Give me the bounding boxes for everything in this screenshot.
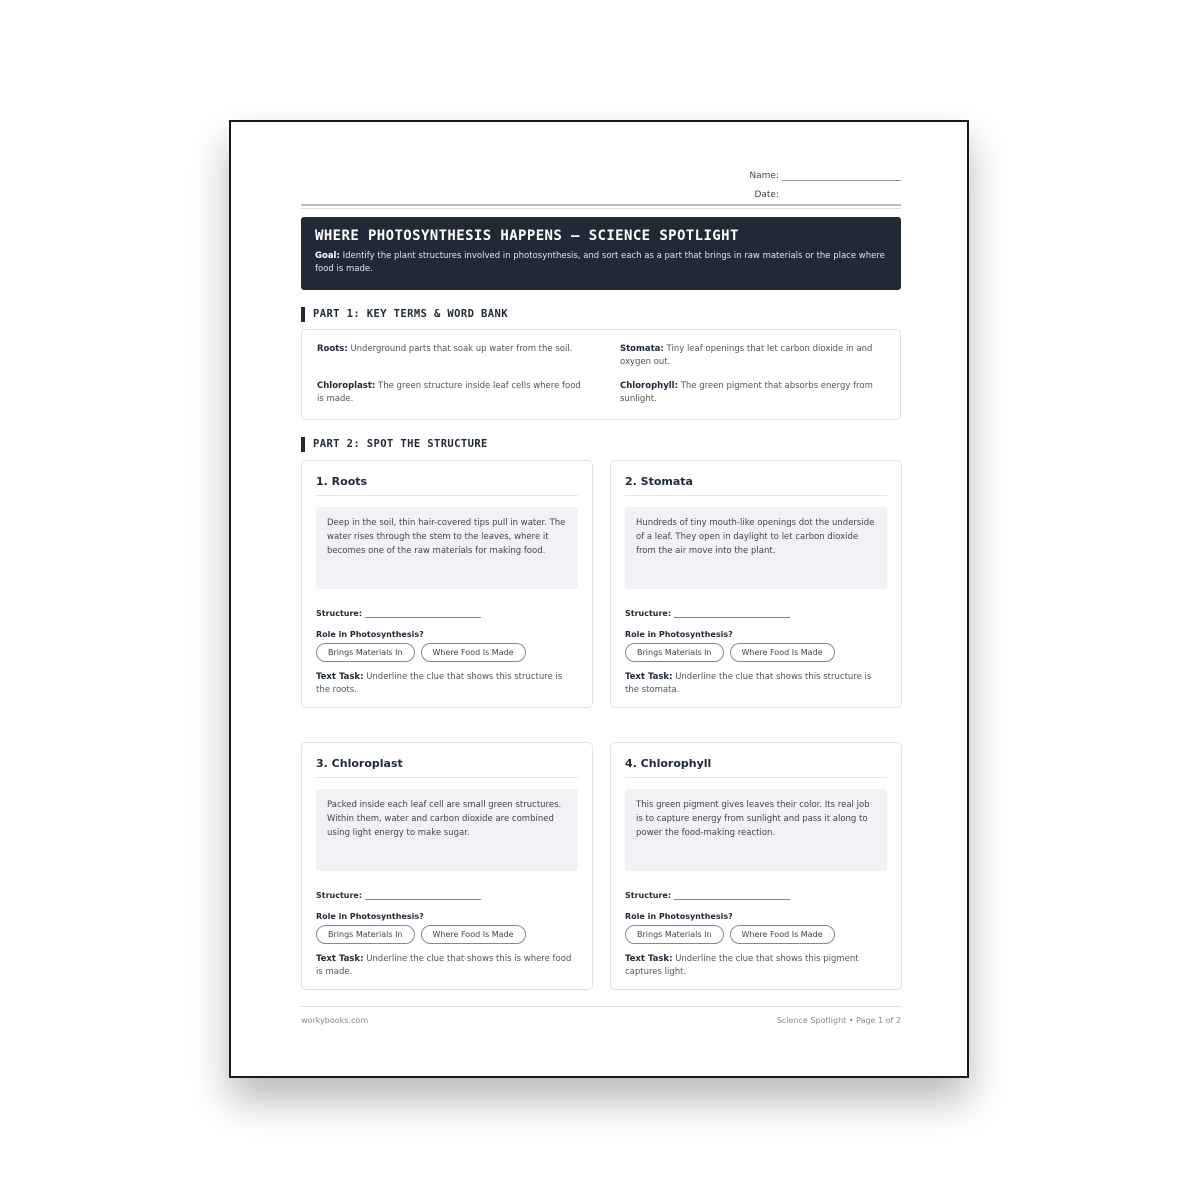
option-brings-materials[interactable]: Brings Materials In [316,643,415,662]
term-chloroplast [317,380,582,407]
task-label: Text Task: [316,954,364,964]
card-passage: Deep in the soil, thin hair-covered tips pull in water. The water rises through the stem to the leaves, where it becomes one of the raw materials for making food. [316,507,578,589]
structure-label: Structure: [625,891,672,900]
structure-blank[interactable] [674,891,790,900]
worksheet-page [229,120,969,1078]
structure-blank[interactable] [365,609,481,618]
structure-answer [625,609,887,618]
text-task [316,671,578,697]
option-brings-materials[interactable]: Brings Materials In [625,643,724,662]
term-definition: The green structure inside leaf cells where food is made. [317,380,581,404]
term-roots [317,343,582,370]
option-brings-materials[interactable]: Brings Materials In [625,925,724,944]
card-passage: Hundreds of tiny mouth-like openings dot the underside of a leaf. They open in daylight to let carbon dioxide from the air move into the plant. [625,507,887,589]
option-brings-materials[interactable]: Brings Materials In [316,925,415,944]
task-label: Text Task: [625,672,673,682]
task-body: Underline the clue that shows this structure is the roots. [316,672,563,695]
task-label: Text Task: [625,954,673,964]
structure-answer [316,609,578,618]
role-options [625,925,887,944]
term-name: Chloroplast: [317,380,376,391]
card-passage: Packed inside each leaf cell are small green structures. Within them, water and carbon dioxide are combined using light energy to make sugar. [316,789,578,871]
task-body: Underline the clue that shows this pigment captures light. [625,954,859,977]
task-body: Underline the clue that shows this is where food is made. [316,954,572,977]
date-label: Date: [754,190,779,200]
structure-card-roots [301,460,593,708]
structure-label: Structure: [316,891,363,900]
structure-card-chloroplast [301,742,593,990]
term-definition: The green pigment that absorbs energy from sunlight. [620,380,873,404]
structure-blank[interactable] [674,609,790,618]
footer-divider [301,1006,901,1007]
term-name: Chlorophyll: [620,380,678,391]
role-options [316,643,578,662]
structure-card-stomata [610,460,902,708]
name-label: Name: [749,171,779,181]
structure-label: Structure: [625,609,672,618]
text-task [625,671,887,697]
card-title: 2. Stomata [625,475,887,496]
goal-label: Goal: [315,251,340,261]
task-body: Underline the clue that shows this structure is the stomata. [625,672,872,695]
card-title: 3. Chloroplast [316,757,578,778]
goal-text [315,250,887,276]
option-food-made[interactable]: Where Food Is Made [730,643,835,662]
option-food-made[interactable]: Where Food Is Made [730,925,835,944]
role-options [625,643,887,662]
worksheet-title: WHERE PHOTOSYNTHESIS HAPPENS — SCIENCE SPOTLIGHT [315,228,739,244]
role-label: Role in Photosynthesis? [316,630,424,639]
card-title: 4. Chlorophyll [625,757,887,778]
name-date-block [741,162,901,200]
term-name: Stomata: [620,344,664,354]
role-label: Role in Photosynthesis? [316,912,424,921]
option-food-made[interactable]: Where Food Is Made [421,925,526,944]
term-name: Roots: [317,344,348,354]
structure-answer [316,891,578,900]
goal-body: Identify the plant structures involved in photosynthesis, and sort each as a part that brings in raw materials or the place where food is made. [315,251,885,274]
structure-card-chlorophyll [610,742,902,990]
option-food-made[interactable]: Where Food Is Made [421,643,526,662]
header-divider-thin [301,208,901,209]
role-options [316,925,578,944]
term-definition: Underground parts that soak up water from the soil. [350,344,573,354]
name-field[interactable] [782,170,901,181]
header-divider [301,204,901,206]
role-label: Role in Photosynthesis? [625,630,733,639]
structure-answer [625,891,887,900]
term-chlorophyll [620,380,885,407]
term-definition: Tiny leaf openings that let carbon dioxide in and oxygen out. [620,344,873,367]
date-line [741,181,901,200]
structure-label: Structure: [316,609,363,618]
card-passage: This green pigment gives leaves their color. Its real job is to capture energy from sunlight and pass it along to power the food-making reaction. [625,789,887,871]
text-task [625,953,887,979]
term-stomata [620,343,885,370]
structure-blank[interactable] [365,891,481,900]
word-bank [301,329,901,420]
title-banner [301,217,901,290]
footer-site: workybooks.com [301,1016,369,1025]
part2-heading: PART 2: SPOT THE STRUCTURE [301,438,901,451]
task-label: Text Task: [316,672,364,682]
text-task [316,953,578,979]
role-label: Role in Photosynthesis? [625,912,733,921]
part1-heading: PART 1: KEY TERMS & WORD BANK [301,308,901,321]
card-title: 1. Roots [316,475,578,496]
name-line [741,162,901,181]
footer-page-info: Science Spotlight • Page 1 of 2 [776,1016,901,1025]
